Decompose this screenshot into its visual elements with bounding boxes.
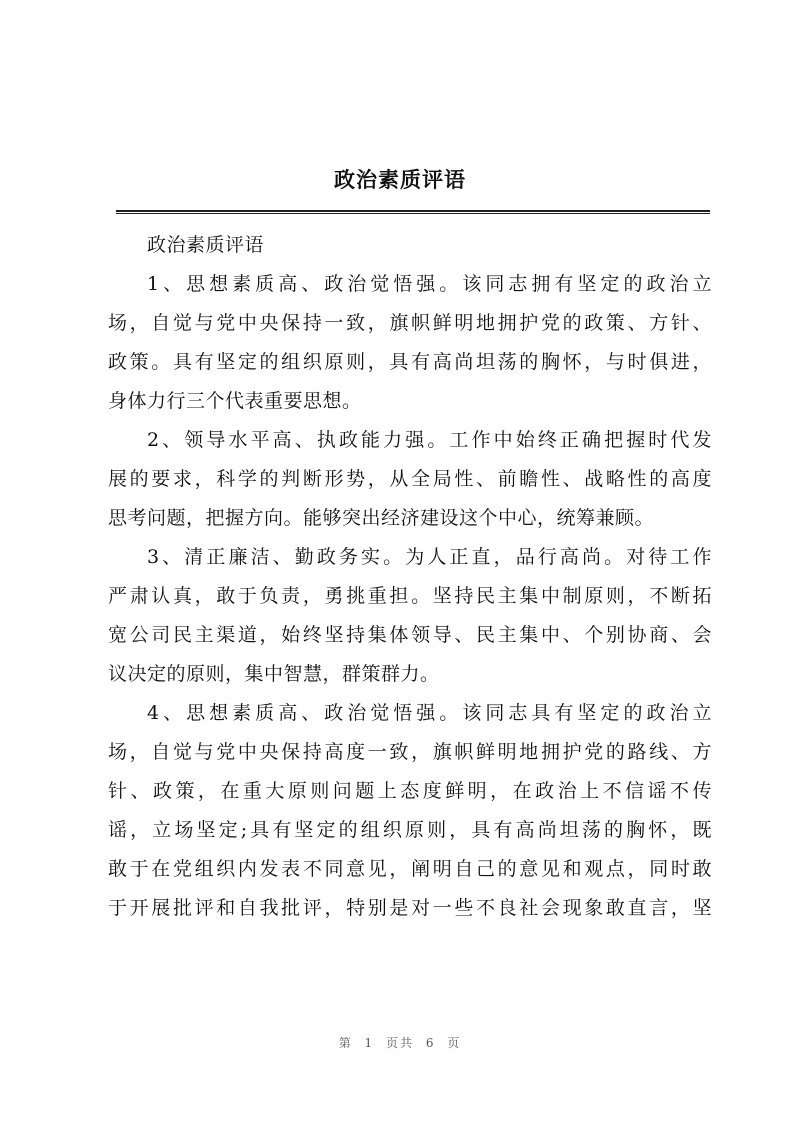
text-line: 宽公司民主渠道，始终坚持集体领导、民主集中、个别协商、会 (108, 624, 712, 646)
paragraph-2 (108, 421, 712, 538)
text-line: 议决定的原则，集中智慧，群策群力。 (108, 663, 440, 685)
document-body (108, 226, 712, 928)
title-divider (116, 210, 710, 214)
text-line: 敢于在党组织内发表不同意见，阐明自己的意见和观点，同时敢 (108, 858, 712, 880)
text-line: 严肃认真，敢于负责，勇挑重担。坚持民主集中制原则，不断拓 (108, 585, 712, 607)
text-line: 于开展批评和自我批评，特别是对一些不良社会现象敢直言，坚 (108, 897, 712, 919)
paragraph-4 (108, 694, 712, 928)
subtitle: 政治素质评语 (147, 234, 265, 256)
page-title: 政治素质评语 (334, 167, 466, 192)
text-line: 思考问题，把握方向。能够突出经济建设这个中心，统筹兼顾。 (108, 507, 655, 529)
text-line: 场，自觉与党中央保持一致，旗帜鲜明地拥护党的政策、方针、 (108, 312, 712, 334)
text-line: 身体力行三个代表重要思想。 (108, 390, 362, 412)
page-number: 第 1 页共 6 页 (338, 1036, 462, 1050)
text-line: 4、思想素质高、政治觉悟强。该同志具有坚定的政治立 (147, 702, 712, 724)
text-line: 场，自觉与党中央保持高度一致，旗帜鲜明地拥护党的路线、方 (108, 741, 712, 763)
text-line: 展的要求，科学的判断形势，从全局性、前瞻性、战略性的高度 (108, 468, 712, 490)
text-line: 针、政策，在重大原则问题上态度鲜明，在政治上不信谣不传 (108, 780, 712, 802)
text-line: 1、思想素质高、政治觉悟强。该同志拥有坚定的政治立 (147, 273, 712, 295)
text-line: 3、清正廉洁、勤政务实。为人正直，品行高尚。对待工作 (147, 546, 712, 568)
text-line: 谣，立场坚定;具有坚定的组织原则，具有高尚坦荡的胸怀，既 (108, 819, 712, 841)
paragraph-1 (108, 265, 712, 421)
paragraph-3 (108, 538, 712, 694)
text-line: 2、领导水平高、执政能力强。工作中始终正确把握时代发 (147, 429, 712, 451)
text-line: 政策。具有坚定的组织原则，具有高尚坦荡的胸怀，与时俱进， (108, 351, 712, 373)
